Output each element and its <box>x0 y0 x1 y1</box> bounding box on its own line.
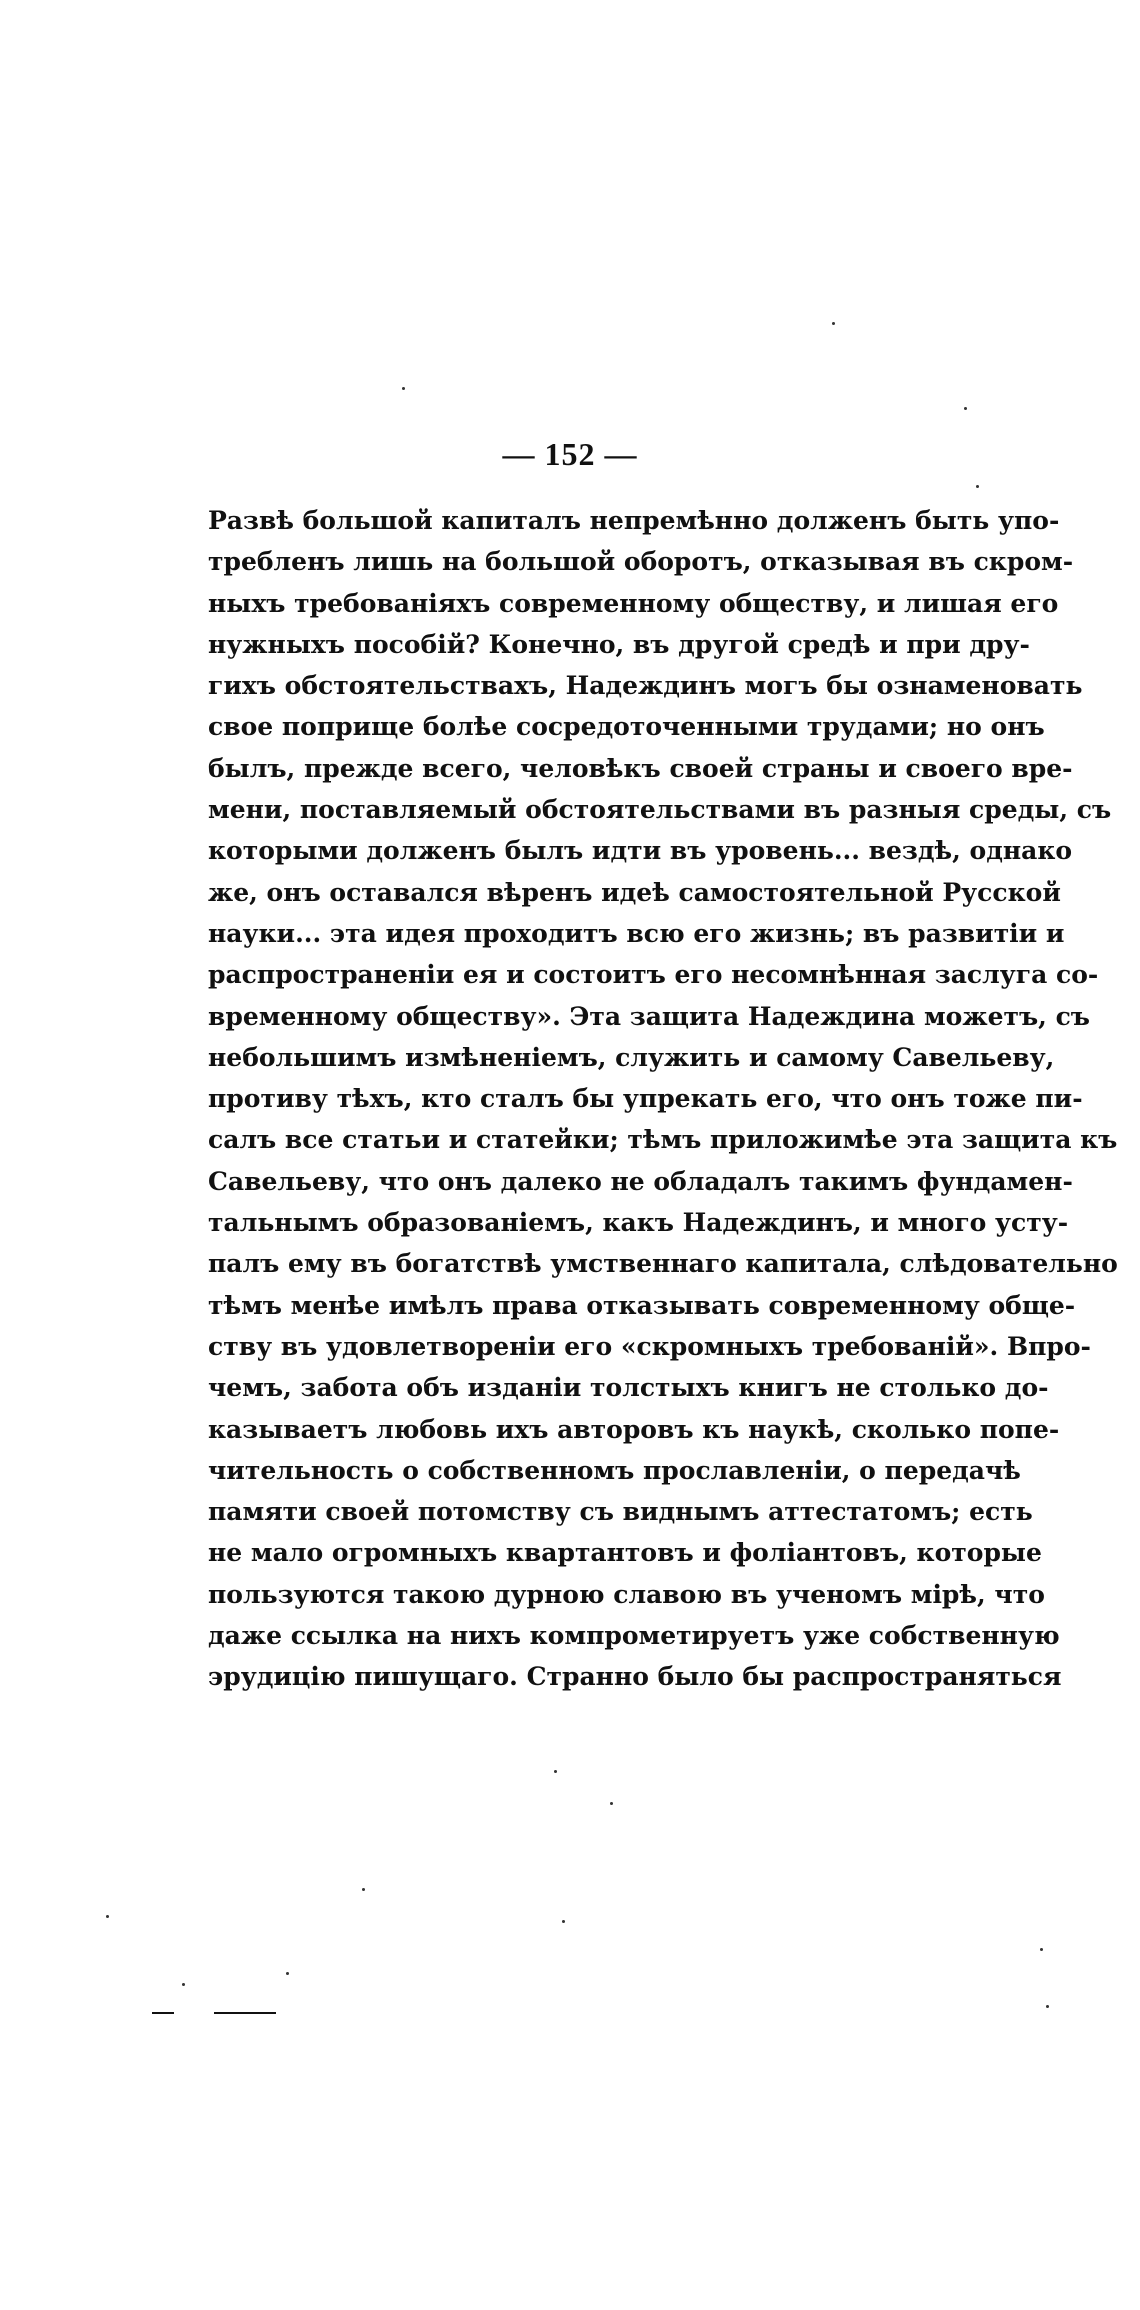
scan-speck <box>832 322 835 325</box>
text-line: гихъ обстоятельствахъ, Надеждинъ могъ бы ознаменовать <box>208 671 1083 701</box>
text-line: салъ все статьи и статейки; тѣмъ приложимѣе эта защита къ <box>208 1125 1118 1155</box>
scan-speck <box>362 1888 365 1891</box>
text-line: нужныхъ пособій? Конечно, въ другой средѣ и при дру- <box>208 629 1030 659</box>
text-line: казываетъ любовь ихъ авторовъ къ наукѣ, сколько попе- <box>208 1414 1060 1444</box>
text-line: чительность о собственномъ прославленіи, о передачѣ <box>208 1455 1021 1485</box>
text-line: тальнымъ образованіемъ, какъ Надеждинъ, и много усту- <box>208 1208 1069 1238</box>
text-line: которыми долженъ былъ идти въ уровень... вездѣ, однако <box>208 836 1073 866</box>
scan-speck <box>1046 2005 1049 2008</box>
text-line: мени, поставляемый обстоятельствами въ разныя среды, съ <box>208 795 1112 825</box>
text-line: пользуются такою дурною славою въ ученомъ мірѣ, что <box>208 1579 1045 1609</box>
text-line: не мало огромныхъ квартантовъ и фоліантовъ, которые <box>208 1538 1042 1568</box>
text-line: Савельеву, что онъ далеко не обладалъ такимъ фундамен- <box>208 1166 1073 1196</box>
text-line: эрудицію пишущаго. Странно было бы распространяться <box>208 1662 1062 1692</box>
scan-speck <box>106 1915 109 1918</box>
text-line: небольшимъ измѣненіемъ, служить и самому Савельеву, <box>208 1042 1055 1072</box>
text-line: свое поприще болѣе сосредоточенными трудами; но онъ <box>208 712 1045 742</box>
text-line: ныхъ требованіяхъ современному обществу, и лишая его <box>208 588 1059 618</box>
text-line: памяти своей потомству съ виднымъ аттестатомъ; есть <box>208 1497 1033 1527</box>
scan-speck <box>402 387 405 390</box>
text-line: противу тѣхъ, кто сталъ бы упрекать его, что онъ тоже пи- <box>208 1084 1083 1114</box>
text-line: распространеніи ея и состоитъ его несомнѣнная заслуга со- <box>208 960 1099 990</box>
text-line: требленъ лишь на большой оборотъ, отказывая въ скром- <box>208 547 1074 577</box>
scan-mark-rule <box>214 2012 276 2014</box>
page-number: — 152 — <box>502 436 638 472</box>
text-line: временному обществу». Эта защита Надеждина можетъ, съ <box>208 1001 1090 1031</box>
scan-speck <box>1040 1948 1043 1951</box>
scan-speck <box>182 1983 185 1986</box>
body-text <box>208 500 1118 1698</box>
scan-speck <box>610 1802 613 1805</box>
scan-speck <box>286 1972 289 1975</box>
text-line: тѣмъ менѣе имѣлъ права отказывать современному обще- <box>208 1290 1076 1320</box>
scan-speck <box>976 485 979 488</box>
scan-speck <box>562 1920 565 1923</box>
scan-speck <box>964 407 967 410</box>
text-line: былъ, прежде всего, человѣкъ своей страны и своего вре- <box>208 753 1073 783</box>
scan-speck <box>554 1770 557 1773</box>
text-line: науки... эта идея проходитъ всю его жизнь; въ развитіи и <box>208 918 1065 948</box>
text-line: даже ссылка на нихъ компрометируетъ уже собственную <box>208 1621 1060 1651</box>
text-line: Развѣ большой капиталъ непремѣнно долженъ быть упо- <box>208 506 1060 535</box>
text-line: ству въ удовлетвореніи его «скромныхъ требованій». Впро- <box>208 1331 1091 1361</box>
text-line: же, онъ оставался вѣренъ идеѣ самостоятельной Русской <box>208 877 1061 907</box>
scan-mark-rule <box>152 2012 174 2014</box>
text-line: палъ ему въ богатствѣ умственнаго капитала, слѣдовательно <box>208 1249 1118 1279</box>
text-line: чемъ, забота объ изданіи толстыхъ книгъ не столько до- <box>208 1373 1049 1403</box>
